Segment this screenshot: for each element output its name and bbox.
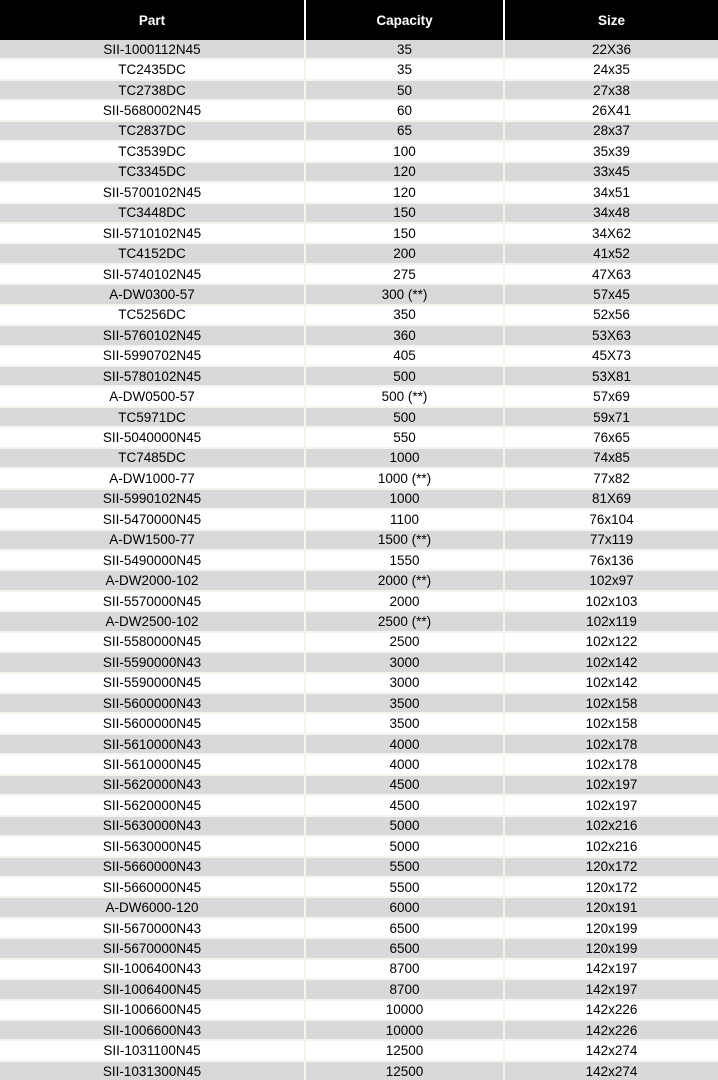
table-row [0, 753, 718, 773]
size-cell: 142x226 [503, 999, 718, 1019]
size-cell: 47X63 [503, 263, 718, 283]
capacity-cell: 35 [304, 40, 503, 58]
size-cell: 26X41 [503, 99, 718, 119]
table-row [0, 815, 718, 835]
capacity-cell: 1500 (**) [304, 529, 503, 549]
part-cell: SII-1006600N43 [0, 1019, 304, 1039]
table-row [0, 917, 718, 937]
size-cell: 57x69 [503, 385, 718, 405]
size-cell: 52x56 [503, 304, 718, 324]
size-cell: 120x172 [503, 876, 718, 896]
capacity-cell: 1100 [304, 508, 503, 528]
table-row [0, 549, 718, 569]
size-cell: 53X81 [503, 365, 718, 385]
table-row [0, 161, 718, 181]
part-cell: A-DW2000-102 [0, 569, 304, 589]
capacity-cell: 3000 [304, 672, 503, 692]
capacity-cell: 65 [304, 120, 503, 140]
part-cell: SII-5570000N45 [0, 590, 304, 610]
part-cell: A-DW6000-120 [0, 896, 304, 916]
table-row [0, 467, 718, 487]
table-body [0, 40, 718, 1080]
table-row [0, 508, 718, 528]
size-cell: 34x51 [503, 181, 718, 201]
capacity-cell: 4000 [304, 753, 503, 773]
capacity-cell: 405 [304, 345, 503, 365]
size-cell: 102x158 [503, 712, 718, 732]
capacity-cell: 500 [304, 365, 503, 385]
capacity-cell: 300 (**) [304, 283, 503, 303]
size-cell: 102x103 [503, 590, 718, 610]
part-cell: SII-1031300N45 [0, 1060, 304, 1080]
table-row [0, 896, 718, 916]
size-cell: 120x199 [503, 917, 718, 937]
capacity-cell: 12500 [304, 1039, 503, 1059]
capacity-cell: 1000 [304, 488, 503, 508]
table-row [0, 692, 718, 712]
size-cell: 33x45 [503, 161, 718, 181]
capacity-cell: 275 [304, 263, 503, 283]
capacity-cell: 360 [304, 324, 503, 344]
capacity-cell: 500 [304, 406, 503, 426]
size-cell: 102x216 [503, 835, 718, 855]
column-header-part: Part [138, 12, 166, 28]
table-row [0, 1019, 718, 1039]
table-row [0, 651, 718, 671]
part-cell: SII-5040000N45 [0, 426, 304, 446]
capacity-cell: 5500 [304, 876, 503, 896]
size-cell: 120x199 [503, 937, 718, 957]
table-row [0, 365, 718, 385]
size-cell: 102x97 [503, 569, 718, 589]
size-cell: 120x172 [503, 856, 718, 876]
part-cell: TC3448DC [0, 202, 304, 222]
table-row [0, 222, 718, 242]
part-cell: SII-5490000N45 [0, 549, 304, 569]
part-cell: SII-5680002N45 [0, 99, 304, 119]
part-cell: SII-5630000N45 [0, 835, 304, 855]
size-cell: 77x82 [503, 467, 718, 487]
size-cell: 102x197 [503, 774, 718, 794]
size-cell: 57x45 [503, 283, 718, 303]
part-cell: A-DW2500-102 [0, 610, 304, 630]
capacity-cell: 4500 [304, 774, 503, 794]
capacity-cell: 6500 [304, 937, 503, 957]
size-cell: 34x48 [503, 202, 718, 222]
size-cell: 142x197 [503, 978, 718, 998]
part-cell: SII-5700102N45 [0, 181, 304, 201]
part-cell: SII-1006400N45 [0, 978, 304, 998]
part-cell: SII-5670000N43 [0, 917, 304, 937]
part-cell: SII-5580000N45 [0, 631, 304, 651]
part-cell: TC2738DC [0, 79, 304, 99]
table-row [0, 181, 718, 201]
table-row [0, 385, 718, 405]
capacity-cell: 2500 [304, 631, 503, 651]
table-row [0, 856, 718, 876]
size-cell: 76x136 [503, 549, 718, 569]
part-cell: SII-5710102N45 [0, 222, 304, 242]
capacity-cell: 4000 [304, 733, 503, 753]
part-cell: TC5971DC [0, 406, 304, 426]
part-cell: SII-5610000N43 [0, 733, 304, 753]
part-cell: SII-5630000N43 [0, 815, 304, 835]
size-cell: 27x38 [503, 79, 718, 99]
part-cell: A-DW1500-77 [0, 529, 304, 549]
part-cell: SII-5590000N45 [0, 672, 304, 692]
size-cell: 102x178 [503, 733, 718, 753]
table-row [0, 978, 718, 998]
part-cell: TC4152DC [0, 242, 304, 262]
table-row [0, 202, 718, 222]
column-header-size: Size [503, 0, 718, 40]
part-cell: SII-5990702N45 [0, 345, 304, 365]
table-row [0, 610, 718, 630]
size-cell: 74x85 [503, 447, 718, 467]
size-cell: 102x119 [503, 610, 718, 630]
part-cell: SII-5600000N45 [0, 712, 304, 732]
part-cell: A-DW0300-57 [0, 283, 304, 303]
table-row [0, 488, 718, 508]
capacity-cell: 1000 (**) [304, 467, 503, 487]
table-row [0, 733, 718, 753]
size-cell: 142x197 [503, 958, 718, 978]
table-row [0, 1039, 718, 1059]
table-row [0, 242, 718, 262]
part-cell: SII-5610000N45 [0, 753, 304, 773]
capacity-cell: 35 [304, 58, 503, 78]
part-cell: SII-5990102N45 [0, 488, 304, 508]
table-row [0, 79, 718, 99]
capacity-cell: 5500 [304, 856, 503, 876]
table-row [0, 876, 718, 896]
table-row [0, 590, 718, 610]
capacity-cell: 120 [304, 181, 503, 201]
capacity-cell: 100 [304, 140, 503, 160]
part-cell: A-DW0500-57 [0, 385, 304, 405]
size-cell: 102x178 [503, 753, 718, 773]
table-row [0, 324, 718, 344]
table-row [0, 712, 718, 732]
capacity-cell: 3000 [304, 651, 503, 671]
part-cell: SII-5620000N43 [0, 774, 304, 794]
capacity-cell: 8700 [304, 978, 503, 998]
capacity-cell: 550 [304, 426, 503, 446]
part-cell: TC7485DC [0, 447, 304, 467]
table-header-row [0, 0, 718, 40]
size-cell: 102x158 [503, 692, 718, 712]
table-row [0, 304, 718, 324]
part-cell: TC2435DC [0, 58, 304, 78]
size-cell: 28x37 [503, 120, 718, 140]
part-cell: SII-1006400N43 [0, 958, 304, 978]
table-row [0, 774, 718, 794]
size-cell: 120x191 [503, 896, 718, 916]
size-cell: 102x142 [503, 672, 718, 692]
table-row [0, 40, 718, 58]
size-cell: 142x226 [503, 1019, 718, 1039]
table-row [0, 835, 718, 855]
table-row [0, 283, 718, 303]
capacity-cell: 150 [304, 222, 503, 242]
table-row [0, 937, 718, 957]
part-cell: SII-5620000N45 [0, 794, 304, 814]
size-cell: 76x65 [503, 426, 718, 446]
size-cell: 59x71 [503, 406, 718, 426]
part-cell: A-DW1000-77 [0, 467, 304, 487]
capacity-cell: 10000 [304, 1019, 503, 1039]
capacity-cell: 8700 [304, 958, 503, 978]
capacity-cell: 50 [304, 79, 503, 99]
part-cell: SII-1000112N45 [0, 40, 304, 58]
part-cell: SII-5780102N45 [0, 365, 304, 385]
part-cell: SII-5590000N43 [0, 651, 304, 671]
capacity-cell: 2000 (**) [304, 569, 503, 589]
capacity-cell: 2500 (**) [304, 610, 503, 630]
size-cell: 41x52 [503, 242, 718, 262]
part-cell: TC3539DC [0, 140, 304, 160]
capacity-cell: 200 [304, 242, 503, 262]
part-cell: SII-5760102N45 [0, 324, 304, 344]
table-row [0, 1060, 718, 1080]
table-row [0, 345, 718, 365]
capacity-cell: 1550 [304, 549, 503, 569]
column-header-capacity: Capacity [304, 0, 503, 40]
capacity-cell: 350 [304, 304, 503, 324]
part-cell: TC2837DC [0, 120, 304, 140]
capacity-cell: 10000 [304, 999, 503, 1019]
capacity-cell: 5000 [304, 815, 503, 835]
table-row [0, 672, 718, 692]
size-cell: 77x119 [503, 529, 718, 549]
capacity-cell: 6000 [304, 896, 503, 916]
capacity-cell: 1000 [304, 447, 503, 467]
part-cell: SII-5670000N45 [0, 937, 304, 957]
table-row [0, 58, 718, 78]
size-cell: 35x39 [503, 140, 718, 160]
capacity-cell: 5000 [304, 835, 503, 855]
table-row [0, 120, 718, 140]
capacity-cell: 3500 [304, 712, 503, 732]
part-cell: TC3345DC [0, 161, 304, 181]
part-cell: SII-5470000N45 [0, 508, 304, 528]
size-cell: 142x274 [503, 1060, 718, 1080]
table-row [0, 631, 718, 651]
size-cell: 53X63 [503, 324, 718, 344]
capacity-cell: 150 [304, 202, 503, 222]
capacity-cell: 12500 [304, 1060, 503, 1080]
size-cell: 102x142 [503, 651, 718, 671]
table-row [0, 99, 718, 119]
size-cell: 102x122 [503, 631, 718, 651]
part-cell: SII-5600000N43 [0, 692, 304, 712]
size-cell: 22X36 [503, 40, 718, 58]
capacity-cell: 60 [304, 99, 503, 119]
part-cell: SII-5740102N45 [0, 263, 304, 283]
size-cell: 45X73 [503, 345, 718, 365]
capacity-cell: 2000 [304, 590, 503, 610]
size-cell: 102x197 [503, 794, 718, 814]
size-cell: 142x274 [503, 1039, 718, 1059]
part-cell: SII-1031100N45 [0, 1039, 304, 1059]
table-row [0, 426, 718, 446]
size-cell: 81X69 [503, 488, 718, 508]
table-row [0, 140, 718, 160]
table-row [0, 958, 718, 978]
part-cell: SII-5660000N43 [0, 856, 304, 876]
table-row [0, 529, 718, 549]
table-row [0, 999, 718, 1019]
table-row [0, 406, 718, 426]
part-cell: SII-1006600N45 [0, 999, 304, 1019]
part-cell: TC5256DC [0, 304, 304, 324]
capacity-cell: 120 [304, 161, 503, 181]
capacity-cell: 500 (**) [304, 385, 503, 405]
table-row [0, 447, 718, 467]
table-row [0, 569, 718, 589]
capacity-cell: 4500 [304, 794, 503, 814]
size-cell: 102x216 [503, 815, 718, 835]
size-cell: 34X62 [503, 222, 718, 242]
size-cell: 24x35 [503, 58, 718, 78]
size-cell: 76x104 [503, 508, 718, 528]
table-row [0, 263, 718, 283]
capacity-cell: 3500 [304, 692, 503, 712]
capacity-cell: 6500 [304, 917, 503, 937]
table-row [0, 794, 718, 814]
part-cell: SII-5660000N45 [0, 876, 304, 896]
